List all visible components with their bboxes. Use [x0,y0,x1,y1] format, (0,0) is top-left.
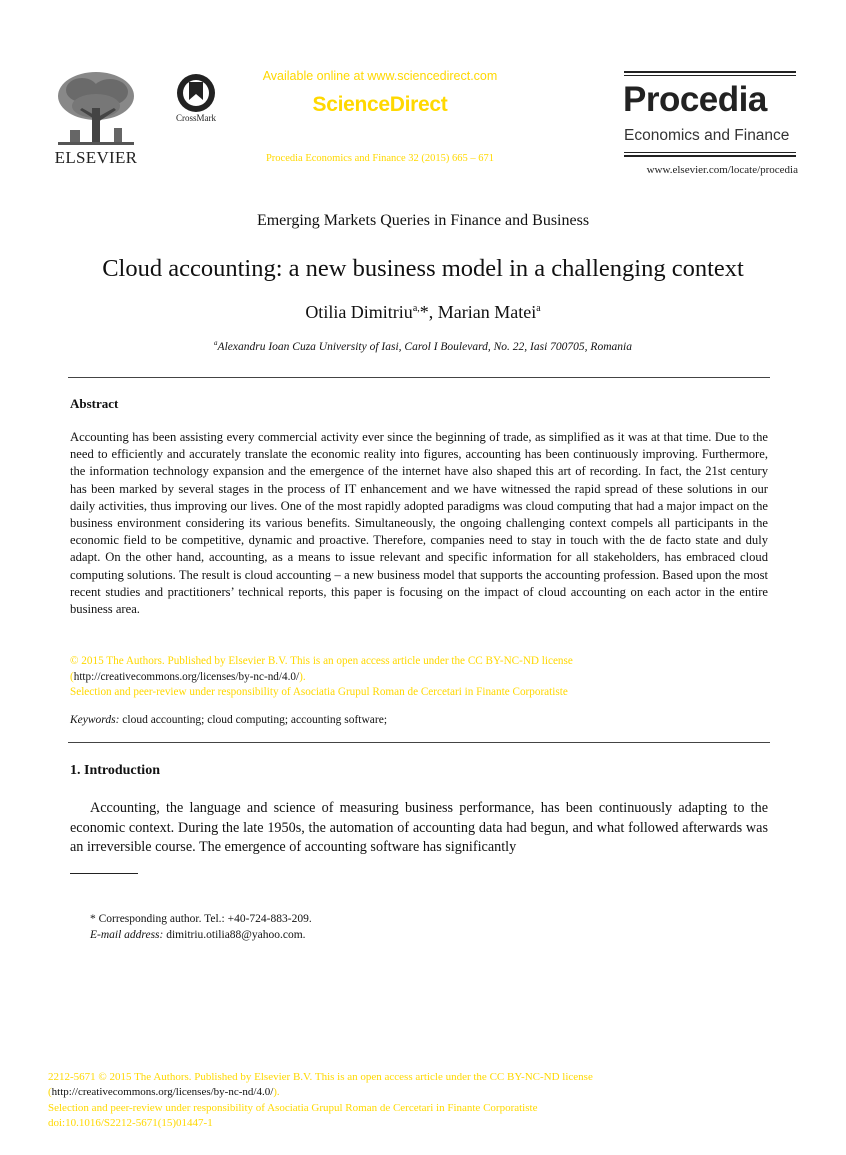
conference-series: Emerging Markets Queries in Finance and Business [256,212,590,229]
journal-logo-subtitle: Economics and Finance [624,127,790,144]
issn-license-block [48,1070,768,1131]
keywords-label: Keywords: [70,714,120,726]
abstract-heading: Abstract [70,396,119,411]
author-affiliation-mark: a, [412,303,420,314]
email-address[interactable]: dimitriu.otilia88@yahoo.com. [163,929,306,941]
author-name: Marian Matei [437,302,537,322]
introduction-text: Accounting, the language and science of measuring business performance, has been continuously adapting to the economic context. During the late 1950s, the automation of accounting data had begun, and what followed afterwards was an irreversible course. The emergence of accounting software has significantly [70,800,768,855]
license-line: © 2015 The Authors. Published by Elsevier B.V. This is an open access article under the CC BY-NC-ND license [70,655,573,667]
author-name: Otilia Dimitriu [305,302,413,322]
crossmark-icon[interactable] [176,73,216,113]
journal-logo-name: Procedia [623,80,767,119]
license-paren: ( [48,1086,52,1099]
procedia-rule-top [624,71,796,73]
sciencedirect-logo[interactable]: ScienceDirect [312,93,448,116]
publisher-name: ELSEVIER [54,148,138,167]
journal-citation: Procedia Economics and Finance 32 (2015) 665 – 671 [265,153,495,164]
doi-link[interactable]: doi:10.1016/S2212-5671(15)01447-1 [48,1116,213,1129]
license-notice [70,654,768,701]
corresponding-author-mark: *, [419,302,438,322]
journal-url-link[interactable]: www.elsevier.com/locate/procedia [646,164,798,176]
peer-review-line: Selection and peer-review under responsibility of Asociatia Grupul Roman de Cercetari in Finante Corporatiste [48,1101,538,1114]
affiliation [0,339,846,353]
available-online-link[interactable]: Available online at www.sciencedirect.com [262,69,498,83]
abstract-text: Accounting has been assisting every commercial activity ever since the beginning of trade, as simplified as it was at that time. Due to the need to efficiently and accurately translate the economic reality into figures, accounting has been continuously improving. Furthermore, the information technology expansion and the emergence of the internet have also shaped this art of recording. In fact, the 21st century has been marked by several stages in the process of IT enhancement and we have witnessed the rapid spread of these solutions in our daily activities, thus improving our lives. One of the most rapidly adopted paradigms was cloud computing that had a major impact on the business environment considering its various benefits. Simultaneously, the ongoing challenging context compels all participants in the economic field to be competitive, dynamic and proactive. Therefore, companies need to stay in touch with the de facto state and duly adapt. On the other hand, accounting, as a means to issue relevant and specific information for all stakeholders, has embraced cloud computing solutions. The result is cloud accounting – a new business model that supports the accounting profession. Based upon the most recent studies and practitioners’ technical reports, this paper is focusing on the impact of cloud accounting on each actor in the entire business area. [70,430,768,617]
issn-line: 2212-5671 © 2015 The Authors. Published by Elsevier B.V. This is an open access article under the CC BY-NC-ND license [48,1071,593,1083]
footnote-rule [70,873,138,874]
section-divider [68,377,770,378]
author-affiliation-mark: a [536,303,541,314]
affiliation-text: Alexandru Ioan Cuza University of Iasi, Carol I Boulevard, No. 22, Iasi 700705, Romania [217,340,632,353]
peer-review-line: Selection and peer-review under responsibility of Asociatia Grupul Roman de Cercetari in Finante Corporatiste [70,686,568,698]
crossmark-label: CrossMark [176,113,216,123]
license-paren: ( [70,670,74,683]
license-link[interactable]: http://creativecommons.org/licenses/by-nc-nd/4.0/ [73,670,300,683]
keywords [70,714,768,726]
affiliation-mark: a [214,339,218,347]
section-divider [68,742,770,743]
procedia-rule-bottom [624,155,796,157]
license-link[interactable]: http://creativecommons.org/licenses/by-nc-nd/4.0/ [51,1086,274,1099]
procedia-rule-top-thin [624,75,796,76]
license-paren: ). [299,670,306,683]
procedia-rule-bottom-thin [624,152,796,153]
paper-title: Cloud accounting: a new business model in a challenging context [102,255,744,282]
email-label: E-mail address: [90,929,164,941]
author-list [0,302,846,323]
keywords-text: cloud accounting; cloud computing; accounting software; [119,714,388,726]
email-note [90,929,306,941]
license-paren: ). [273,1086,280,1099]
section-heading: 1. Introduction [70,763,160,778]
corresponding-author-note: * Corresponding author. Tel.: +40-724-883-209. [90,913,312,925]
